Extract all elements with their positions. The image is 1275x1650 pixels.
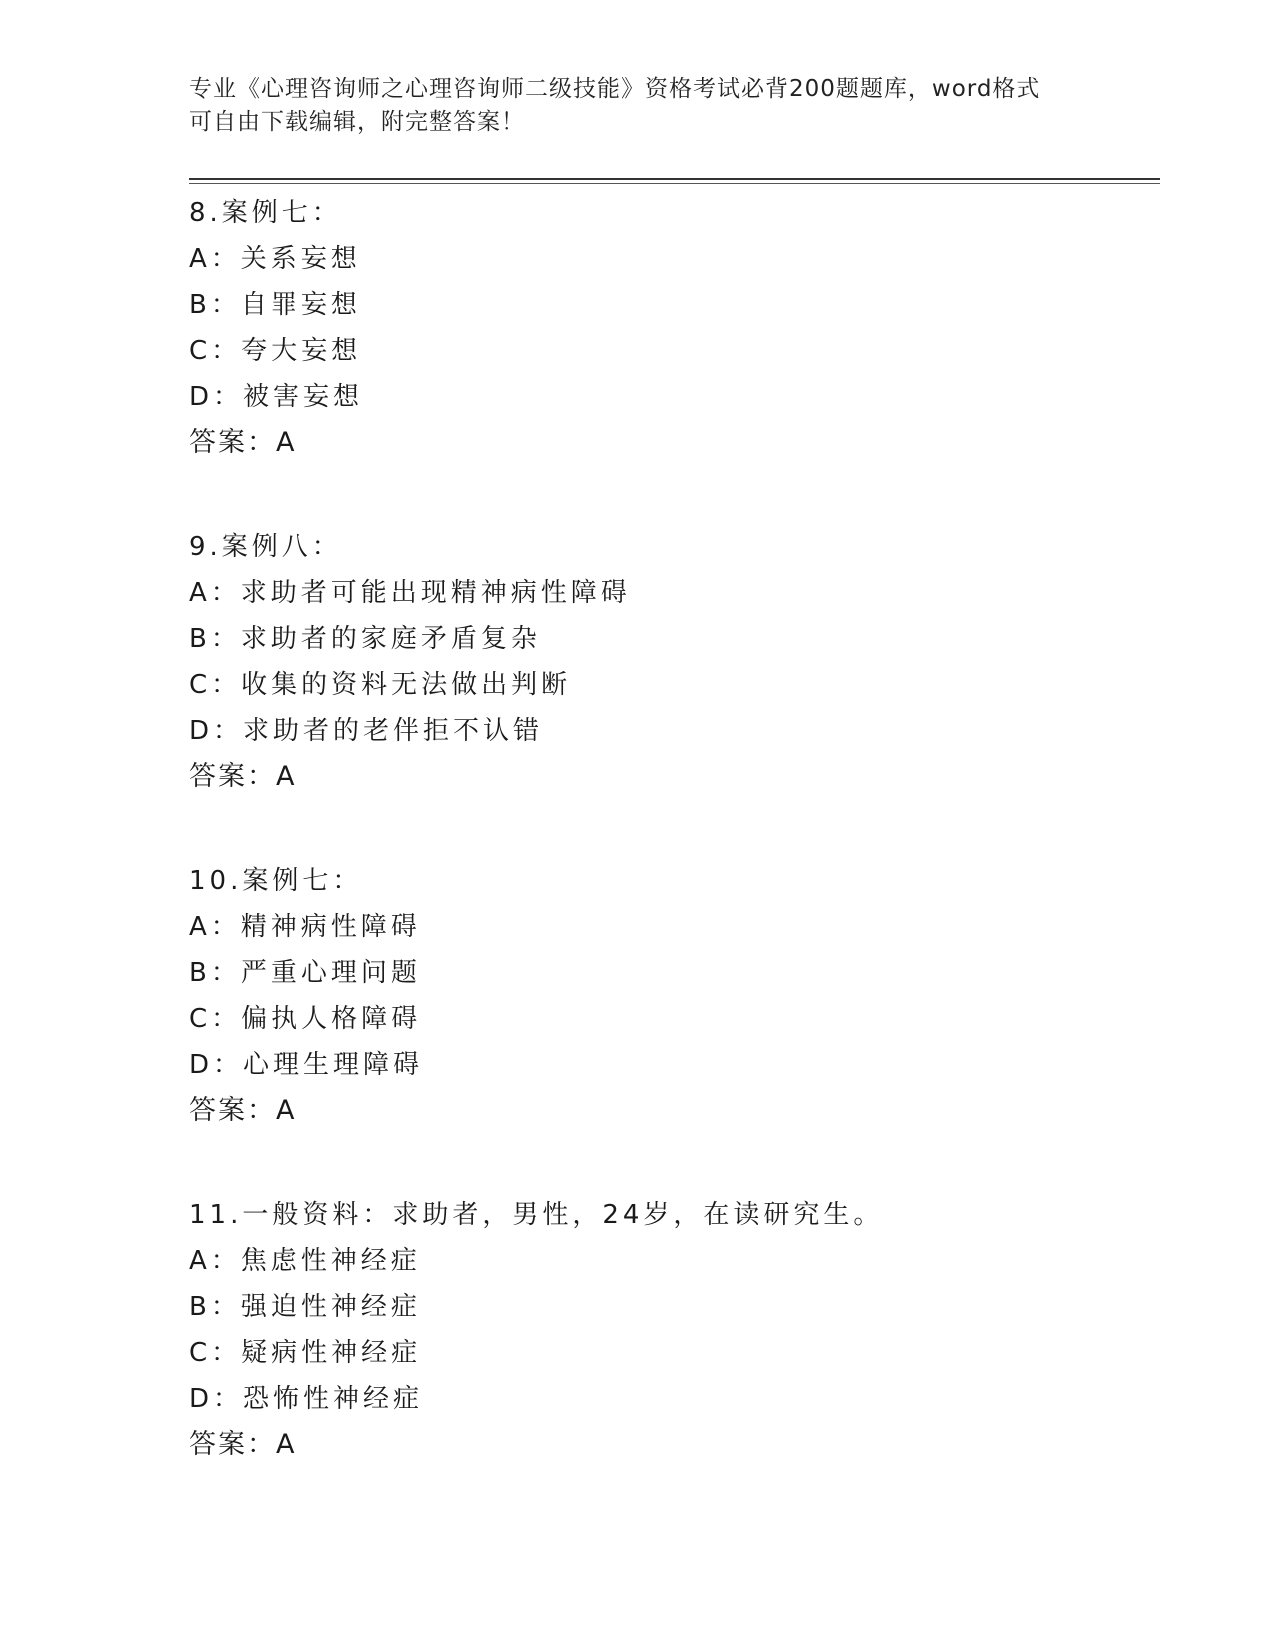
question-8 bbox=[189, 190, 1149, 466]
question-stem: 9.案例八： bbox=[189, 532, 342, 562]
option-c: C：疑病性神经症 bbox=[189, 1338, 422, 1368]
document-header bbox=[189, 73, 1089, 139]
header-divider-thick bbox=[189, 178, 1160, 180]
option-b: B：强迫性神经症 bbox=[189, 1292, 421, 1322]
header-line-2: 可自由下载编辑，附完整答案！ bbox=[189, 109, 525, 135]
option-a: A：求助者可能出现精神病性障碍 bbox=[189, 578, 631, 608]
option-d: D：心理生理障碍 bbox=[189, 1050, 424, 1080]
question-list bbox=[189, 190, 1149, 1526]
question-11 bbox=[189, 1192, 1149, 1468]
option-d: D：被害妄想 bbox=[189, 382, 364, 412]
option-a: A：关系妄想 bbox=[189, 244, 361, 274]
header-line-1: 专业《心理咨询师之心理咨询师二级技能》资格考试必背200题题库，word格式 bbox=[189, 76, 1041, 102]
header-divider-thin bbox=[189, 183, 1160, 184]
option-b: B：严重心理问题 bbox=[189, 958, 421, 988]
option-a: A：精神病性障碍 bbox=[189, 912, 421, 942]
answer-line: 答案：A bbox=[189, 427, 297, 458]
option-d: D：求助者的老伴拒不认错 bbox=[189, 716, 544, 746]
answer-line: 答案：A bbox=[189, 1429, 297, 1460]
option-a: A：焦虑性神经症 bbox=[189, 1246, 421, 1276]
question-10 bbox=[189, 858, 1149, 1134]
option-b: B：求助者的家庭矛盾复杂 bbox=[189, 624, 541, 654]
option-d: D：恐怖性神经症 bbox=[189, 1384, 424, 1414]
answer-line: 答案：A bbox=[189, 1095, 297, 1126]
question-9 bbox=[189, 524, 1149, 800]
option-c: C：夸大妄想 bbox=[189, 336, 362, 366]
question-stem: 11.一般资料：求助者，男性，24岁，在读研究生。 bbox=[189, 1200, 884, 1230]
option-b: B：自罪妄想 bbox=[189, 290, 361, 320]
answer-line: 答案：A bbox=[189, 761, 297, 792]
option-c: C：偏执人格障碍 bbox=[189, 1004, 422, 1034]
question-stem: 10.案例七： bbox=[189, 866, 363, 896]
option-c: C：收集的资料无法做出判断 bbox=[189, 670, 572, 700]
question-stem: 8.案例七： bbox=[189, 198, 342, 228]
